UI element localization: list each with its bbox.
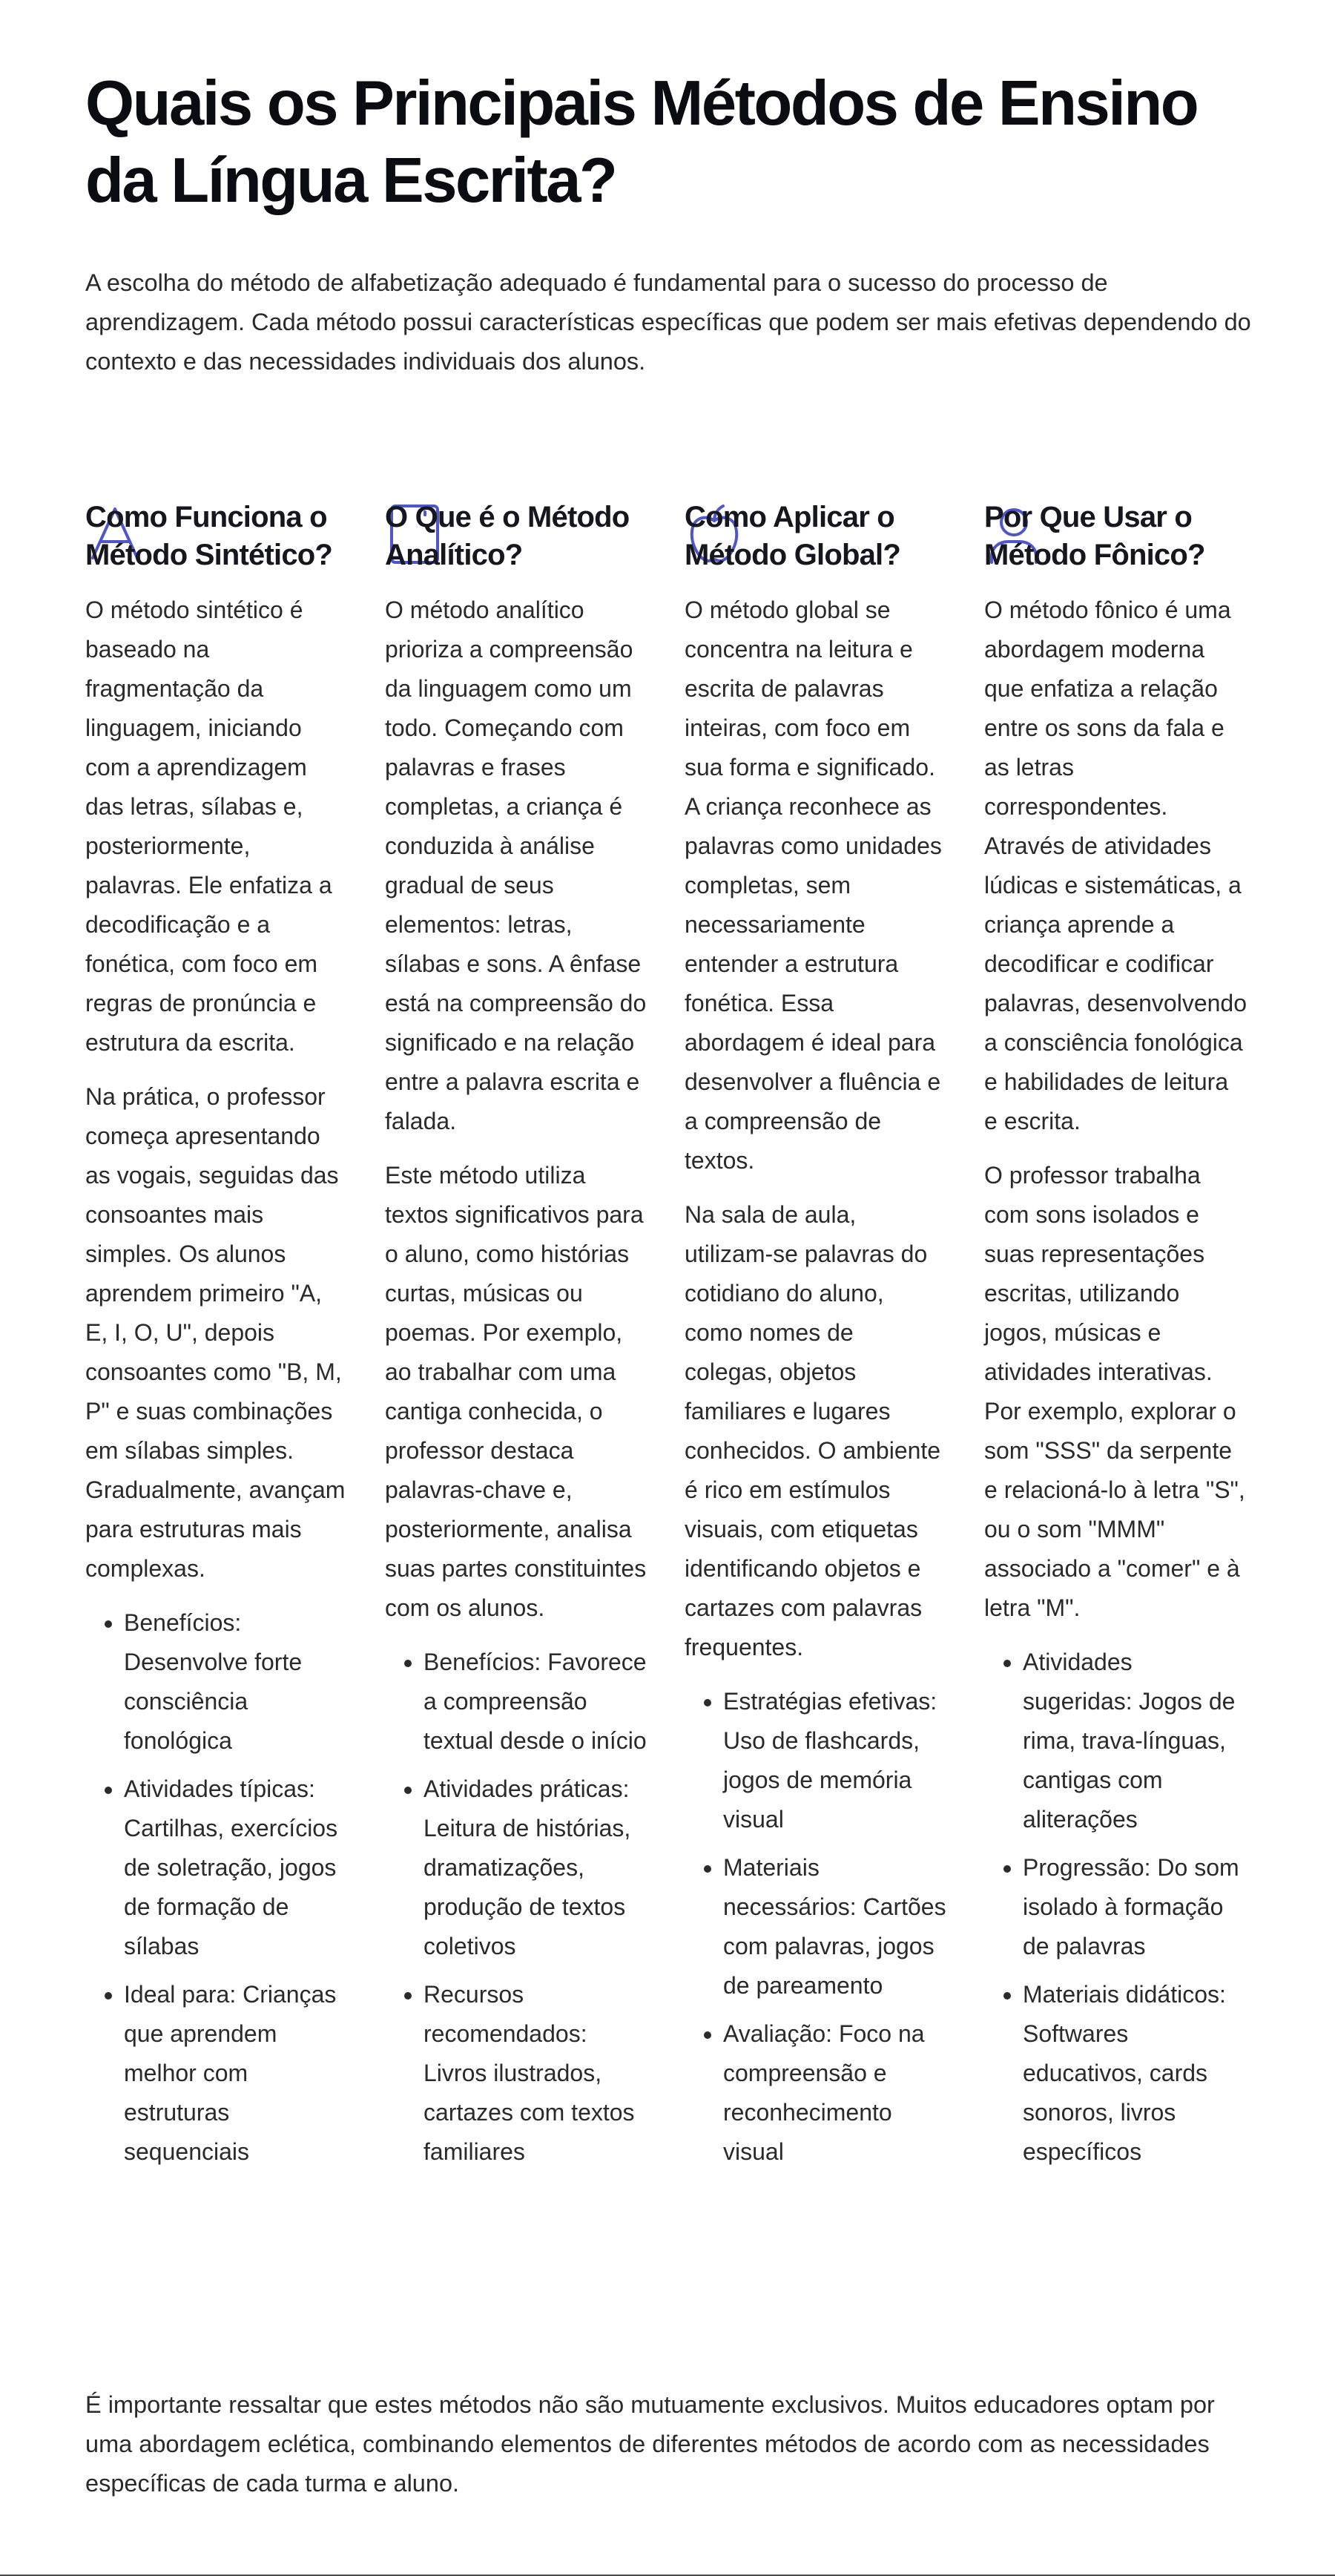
method-column-global xyxy=(685,410,947,2181)
method-paragraph: O método global se concentra na leitura e escrita de palavras inteiras, com foco em sua forma e significado. A criança reconhece as palavras como unidades completas, sem necessariamente entender a estrutura fonética. Essa abordagem é ideal para desenvolver a fluência e a compreensão de textos. xyxy=(685,597,942,1174)
list-item: • Atividades práticas: Leitura de histórias, dramatizações, produção de textos coletivos xyxy=(423,1770,647,1966)
list-item: • Benefícios: Favorece a compreensão textual desde o início xyxy=(423,1643,647,1761)
method-paragraph: Na prática, o professor começa apresentando as vogais, seguidas das consoantes mais simples. Os alunos aprendem primeiro "A, E, I, O, U", depois consoantes como "B, M, P" e suas combinações em sílabas simples. Gradualmente, avançam para estruturas mais complexas. xyxy=(85,1083,346,1582)
method-heading: Como Funciona o Método Sintético? xyxy=(85,501,333,571)
method-heading: Por Que Usar o Método Fônico? xyxy=(984,501,1205,571)
list-item: • Materiais necessários: Cartões com palavras, jogos de pareamento xyxy=(723,1848,947,2005)
method-paragraph: O método sintético é baseado na fragmentação da linguagem, iniciando com a aprendizagem das letras, sílabas e, posteriormente, palavras. Ele enfatiza a decodificação e a fonética, com foco em regras de pronúncia e estrutura da escrita. xyxy=(85,597,332,1056)
list-item: • Atividades típicas: Cartilhas, exercícios de soletração, jogos de formação de sílabas xyxy=(124,1770,348,1966)
method-heading: O Que é o Método Analítico? xyxy=(385,501,630,571)
list-item: • Avaliação: Foco na compreensão e reconhecimento visual xyxy=(723,2014,947,2172)
method-column-fonico xyxy=(984,410,1247,2181)
method-paragraph: Este método utiliza textos significativos para o aluno, como histórias curtas, músicas ou poemas. Por exemplo, ao trabalhar com uma cantiga conhecida, o professor destaca palavras-chave e, posteriormente, analisa suas partes constituintes com os alunos. xyxy=(385,1162,647,1621)
method-paragraph: O professor trabalha com sons isolados e suas representações escritas, utilizando jogos, músicas e atividades interativas. Por exemplo, explorar o som "SSS" da serpente e relacioná-lo à letra "S", ou o som "MMM" associado a "comer" e à letra "M". xyxy=(984,1162,1245,1621)
method-bullet-list xyxy=(984,1643,1247,2172)
method-bullet-list xyxy=(385,1643,647,2172)
closing-paragraph: É importante ressaltar que estes métodos não são mutuamente exclusivos. Muitos educadores optam por uma abordagem eclética, combinando elementos de diferentes métodos de acordo com as necessidades específicas de cada turma e aluno. xyxy=(85,2391,1215,2497)
list-item: • Benefícios: Desenvolve forte consciência fonológica xyxy=(124,1603,348,1761)
method-paragraph: O método fônico é uma abordagem moderna que enfatiza a relação entre os sons da fala e as letras correspondentes. Através de atividades lúdicas e sistemáticas, a criança aprende a decodificar e codificar palavras, desenvolvendo a consciência fonológica e habilidades de leitura e escrita. xyxy=(984,597,1247,1134)
page-title: Quais os Principais Métodos de Ensino da Língua Escrita? xyxy=(85,68,1198,216)
intro-paragraph: A escolha do método de alfabetização adequado é fundamental para o sucesso do processo de aprendizagem. Cada método possui características específicas que podem ser mais efetivas dependendo do contexto e das necessidades individuais dos alunos. xyxy=(85,269,1251,375)
method-bullet-list xyxy=(85,1603,348,2172)
list-item: • Recursos recomendados: Livros ilustrados, cartazes com textos familiares xyxy=(423,1975,647,2172)
list-item: • Ideal para: Crianças que aprendem melhor com estruturas sequenciais xyxy=(124,1975,348,2172)
method-column-analitico xyxy=(385,410,647,2181)
method-paragraph: O método analítico prioriza a compreensão da linguagem como um todo. Começando com palavras e frases completas, a criança é conduzida à análise gradual de seus elementos: letras, sílabas e sons. A ênfase está na compreensão do significado e na relação entre a palavra escrita e falada. xyxy=(385,597,647,1134)
list-item: • Atividades sugeridas: Jogos de rima, trava-línguas, cantigas com aliterações xyxy=(1023,1643,1247,1839)
list-item: • Progressão: Do som isolado à formação de palavras xyxy=(1023,1848,1247,1966)
method-paragraph: Na sala de aula, utilizam-se palavras do cotidiano do aluno, como nomes de colegas, objetos familiares e lugares conhecidos. O ambiente é rico em estímulos visuais, com etiquetas identificando objetos e cartazes com palavras frequentes. xyxy=(685,1201,941,1660)
list-item: • Estratégias efetivas: Uso de flashcards, jogos de memória visual xyxy=(723,1682,947,1839)
method-bullet-list xyxy=(685,1682,947,2172)
list-item: • Materiais didáticos: Softwares educativos, cards sonoros, livros específicos xyxy=(1023,1975,1247,2172)
method-heading: Como Aplicar o Método Global? xyxy=(685,501,900,571)
method-column-sintetico xyxy=(85,410,348,2181)
methods-columns xyxy=(85,410,1257,2181)
